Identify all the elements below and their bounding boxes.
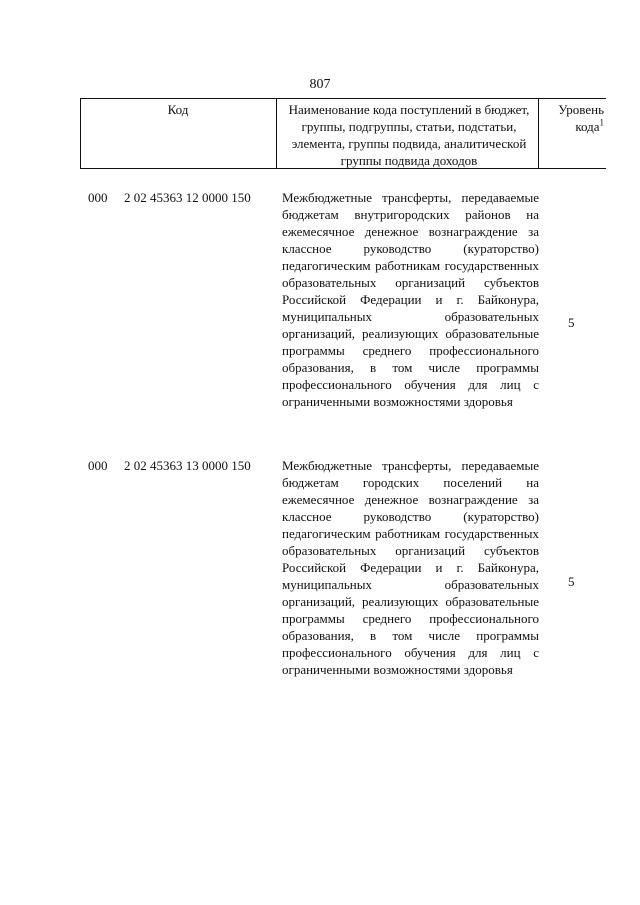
row-code: 2 02 45363 13 0000 150	[124, 458, 251, 473]
table-header-divider-2	[538, 98, 539, 169]
header-level	[540, 101, 604, 135]
row-admin-code: 000	[88, 190, 108, 205]
row-description	[282, 189, 539, 410]
row-level: 5	[568, 574, 575, 589]
row-description	[282, 457, 539, 678]
page-number: 807	[309, 77, 331, 92]
row-code: 2 02 45363 12 0000 150	[124, 190, 251, 205]
header-level-footnote: 1	[599, 117, 604, 128]
header-name: Наименование кода поступлений в бюджет, группы, подгруппы, статьи, подстатьи, элемента, группы подвида, аналитической группы подвида доходов	[288, 102, 530, 168]
row-description-text: Межбюджетные трансферты, передаваемые бюджетам городских поселений на ежемесячное денежное вознаграждение за классное руководство (кураторство) педагогическим работникам государственных образовательных организаций субъектов Российской Федерации и г. Байконура, муниципальных образовательных организаций, реализующих образовательные программы среднего профессионального образования, в том числе программы профессионального обучения для лиц с ограниченными возможностями здоровья	[282, 458, 539, 677]
header-code: Код	[167, 102, 189, 117]
table-header-divider-1	[276, 98, 277, 169]
row-admin-code: 000	[88, 458, 108, 473]
row-description-text: Межбюджетные трансферты, передаваемые бюджетам внутригородских районов на ежемесячное денежное вознаграждение за классное руководство (кураторство) педагогическим работникам государственных образовательных организаций субъектов Российской Федерации и г. Байконура, муниципальных образовательных организаций, реализующих образовательные программы среднего профессионального образования, в том числе программы профессионального обучения для лиц с ограниченными возможностями здоровья	[282, 190, 539, 409]
table-header-left-border	[80, 98, 81, 169]
row-level: 5	[568, 315, 575, 330]
header-level-text: Уровень кода	[558, 102, 604, 134]
table-header-top-border	[80, 98, 606, 99]
